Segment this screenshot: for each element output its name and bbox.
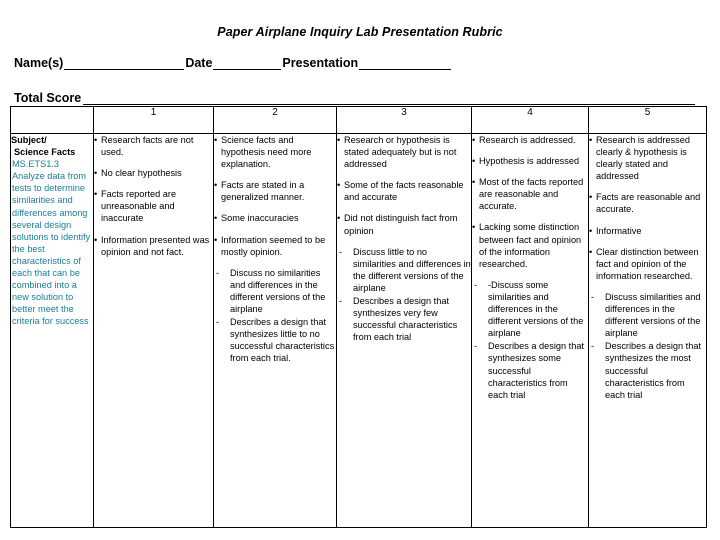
table-row [11, 134, 707, 528]
list-item: • Most of the facts reported are reasonable and accurate. [472, 176, 588, 212]
criterion-title-line1: Subject/ [11, 135, 47, 145]
total-score-blank-rule[interactable] [83, 93, 695, 105]
header-level-3-label: 3 [401, 107, 407, 118]
list-item: • Research or hypothesis is stated adequately but is not addressed [337, 134, 471, 170]
list-item: • Science facts and hypothesis need more explanation. [214, 134, 336, 170]
list-item: - Discuss little to no similarities and differences in the different versions of the airplane [337, 246, 471, 294]
list-item: • Clear distinction between fact and opinion of the information researched. [589, 246, 706, 282]
name-label: Name(s) [14, 56, 64, 70]
name-blank-rule[interactable] [64, 58, 184, 70]
header-level-5-label: 5 [644, 107, 651, 118]
header-level-2 [214, 107, 337, 134]
list-item: • Lacking some distinction between fact and opinion of the information researched. [472, 221, 588, 269]
list-item: • No clear hypothesis [94, 167, 213, 179]
header-level-2-label: 2 [272, 107, 278, 118]
header-criterion-blank [11, 107, 94, 134]
presentation-blank-rule[interactable] [359, 58, 451, 70]
date-blank-rule[interactable] [213, 58, 281, 70]
list-item: • Research is addressed. [472, 134, 588, 146]
header-level-4-label: 4 [527, 107, 533, 118]
list-item: - Describes a design that synthesizes the most successful characteristics from each trial [589, 340, 706, 400]
header-level-4 [472, 107, 589, 134]
list-item: • Some inaccuracies [214, 212, 336, 224]
total-score-line [14, 91, 696, 105]
rubric-table-container [10, 106, 706, 528]
date-label: Date [185, 56, 213, 70]
page-title: Paper Airplane Inquiry Lab Presentation Rubric [217, 25, 503, 39]
level-cell-1 [94, 134, 214, 528]
level-cell-4 [472, 134, 589, 528]
list-item: • Facts reported are unreasonable and inaccurate [94, 188, 213, 224]
level-5-bullet-list [589, 134, 706, 282]
level-5-dash-list [589, 291, 706, 401]
criterion-title-line2: Science Facts [14, 147, 76, 158]
level-cell-5 [589, 134, 707, 528]
level-2-dash-list [214, 267, 336, 365]
level-4-bullet-list [472, 134, 588, 270]
header-level-1-label: 1 [150, 107, 157, 118]
list-item: • Research is addressed clearly & hypothesis is clearly stated and addressed [589, 134, 706, 182]
list-item: • Some of the facts reasonable and accurate [337, 179, 471, 203]
level-3-dash-list [337, 246, 471, 344]
list-item: - Discuss similarities and differences in the different versions of the airplane [589, 291, 706, 339]
list-item: - Describes a design that synthesizes very few successful characteristics from each trial [337, 295, 471, 343]
identification-line [14, 56, 452, 70]
list-item: - Describes a design that synthesizes some successful characteristics from each trial [472, 340, 588, 400]
header-level-1 [94, 107, 214, 134]
rubric-table [10, 106, 707, 528]
level-4-dash-list [472, 279, 588, 401]
list-item: - -Discuss some similarities and differences in the different versions of the airplane [472, 279, 588, 339]
level-1-bullet-list [94, 134, 213, 258]
total-score-label: Total Score [14, 91, 82, 105]
list-item: • Research facts are not used. [94, 134, 213, 158]
level-2-bullet-list [214, 134, 336, 258]
list-item: • Facts are reasonable and accurate. [589, 191, 706, 215]
table-header-row [11, 107, 707, 134]
level-cell-2 [214, 134, 337, 528]
list-item: • Information presented was opinion and not fact. [94, 234, 213, 258]
criterion-cell [11, 134, 94, 528]
list-item: • Informative [589, 225, 706, 237]
list-item: • Did not distinguish fact from opinion [337, 212, 471, 236]
list-item: - Describes a design that synthesizes little to no successful characteristics from each trial. [214, 316, 336, 364]
list-item: • Information seemed to be mostly opinion. [214, 234, 336, 258]
level-cell-3 [337, 134, 472, 528]
presentation-label: Presentation [282, 56, 359, 70]
criterion-title [11, 134, 93, 158]
level-3-bullet-list [337, 134, 471, 237]
list-item: - Discuss no similarities and differences in the different versions of the airplane [214, 267, 336, 315]
criterion-standard-text: MS.ETS1.3 Analyze data from tests to determine similarities and differences among several design solutions to identify the best characteristics of each that can be combined into a new solution to better meet the criteria for success [12, 159, 91, 327]
header-level-5 [589, 107, 707, 134]
list-item: • Hypothesis is addressed [472, 155, 588, 167]
list-item: • Facts are stated in a generalized manner. [214, 179, 336, 203]
header-level-3 [337, 107, 472, 134]
